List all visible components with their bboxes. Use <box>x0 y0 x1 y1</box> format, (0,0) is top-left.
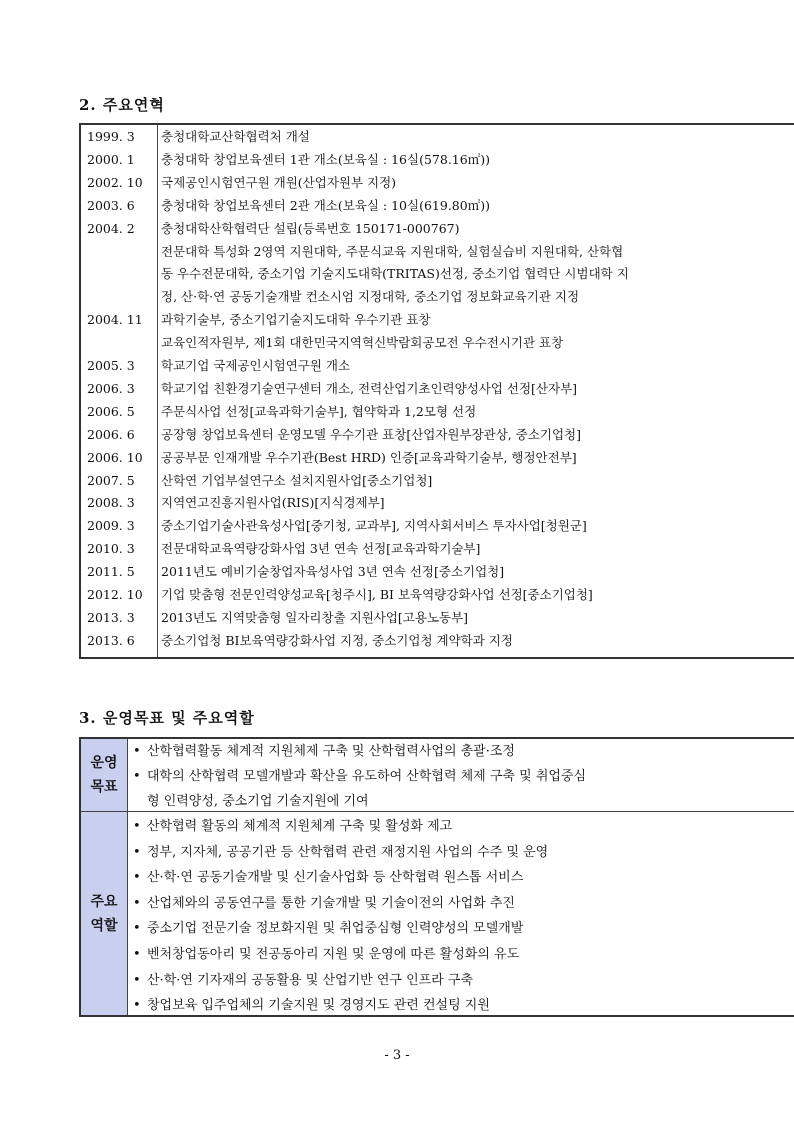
history-date: 2005. 3 <box>87 358 135 373</box>
history-row <box>81 309 794 331</box>
history-row <box>81 561 794 583</box>
goal-item-continuation: 형 인력양성, 중소기업 기술지원에 기여 <box>147 794 369 809</box>
history-row <box>81 470 794 492</box>
history-date: 2006. 6 <box>87 426 135 442</box>
role-item <box>133 865 790 890</box>
page-number: - 3 - <box>384 1048 410 1063</box>
history-row <box>81 401 794 423</box>
history-row <box>81 126 794 148</box>
history-row <box>81 492 794 514</box>
bullet-icon: • <box>133 947 141 962</box>
history-text: 학교기업 친환경기술연구센터 개소, 전력산업기초인력양성사업 선정[산자부] <box>161 380 578 396</box>
history-text: 충청대학교산학협력처 개설 <box>161 129 310 144</box>
bullet-icon: • <box>133 895 141 911</box>
history-text: 정, 산·학·연 공동기술개발 컨소시엄 지정대학, 중소기업 정보화교육기관 지정 <box>161 289 580 305</box>
role-item-text: 창업보육 입주업체의 기술지원 및 경영지도 관련 컨설팅 지원 <box>147 998 490 1014</box>
goal-item <box>133 764 790 789</box>
history-text: 중소기업기술사관육성사업[중기청, 교과부], 지역사회서비스 투자사업[청원군] <box>161 518 587 534</box>
history-text: 충청대학산학협력단 설립(등록번호 150171-000767) <box>161 220 460 236</box>
history-text: 전문대학 특성화 2영역 지원대학, 주문식교육 지원대학, 실험실습비 지원대학, 산학협 <box>161 243 624 259</box>
goal-item-text: 산학협력활동 체계적 지원체제 구축 및 산학협력사업의 총괄·조정 <box>147 744 515 759</box>
history-table <box>79 123 794 659</box>
role-item <box>133 968 790 993</box>
history-date: 2002. 10 <box>87 174 143 190</box>
bullet-icon: • <box>133 819 141 834</box>
history-row <box>81 172 794 194</box>
history-date: 2003. 6 <box>87 197 135 213</box>
goal-label: 운영 목표 <box>90 755 118 795</box>
history-text: 충청대학 창업보육센터 1관 개소(보육실 : 16실(578.16㎡)) <box>161 151 490 167</box>
history-date: 2011. 5 <box>87 564 135 580</box>
history-row <box>81 424 794 446</box>
history-row <box>81 378 794 400</box>
role-item-text: 정부, 지자체, 공공기관 등 산학협력 관련 재정지원 사업의 수주 및 운영 <box>147 844 549 860</box>
roles-table <box>79 737 794 1017</box>
history-row <box>81 286 794 308</box>
history-row <box>81 584 794 606</box>
history-text: 2013년도 지역맞춤형 일자리창출 지원사업[고용노동부] <box>161 609 469 625</box>
bullet-icon: • <box>133 972 141 988</box>
history-text: 과학기술부, 중소기업기술지도대학 우수기관 표창 <box>161 312 431 328</box>
history-row <box>81 607 794 629</box>
role-item-text: 산·학·연 기자재의 공동활용 및 산업기반 연구 인프라 구축 <box>147 972 474 988</box>
role-item <box>133 891 790 916</box>
history-text: 충청대학 창업보육센터 2관 개소(보육실 : 10실(619.80㎡)) <box>161 197 490 213</box>
history-date: 2012. 10 <box>87 587 143 602</box>
role-item-text: 벤처창업동아리 및 전공동아리 지원 및 운영에 따른 활성화의 유도 <box>147 947 520 962</box>
history-text: 2011년도 예비기술창업자육성사업 3년 연속 선정[중소기업청] <box>161 564 505 580</box>
history-row <box>81 447 794 469</box>
history-text: 공장형 창업보육센터 운영모델 우수기관 표창[산업자원부장관상, 중소기업청] <box>161 426 581 442</box>
bullet-icon: • <box>133 998 141 1014</box>
history-date: 2013. 6 <box>87 632 135 648</box>
role-item-text: 산업체와의 공동연구를 통한 기술개발 및 기술이전의 사업화 추진 <box>147 895 515 911</box>
history-date: 2013. 3 <box>87 609 135 625</box>
role-item <box>133 814 790 839</box>
history-row <box>81 149 794 171</box>
history-row <box>81 355 794 377</box>
role-label: 주요 역할 <box>90 893 118 934</box>
role-item <box>133 993 790 1018</box>
history-date: 2006. 3 <box>87 380 135 396</box>
goal-item <box>133 739 790 764</box>
history-date: 2010. 3 <box>87 541 135 557</box>
history-text: 산학연 기업부설연구소 설치지원사업[중소기업청] <box>161 472 433 488</box>
goal-item-text: 대학의 산학협력 모델개발과 확산을 유도하여 산학협력 체제 구축 및 취업중심 <box>147 769 587 784</box>
history-text: 교육인적자원부, 제1회 대한민국지역혁신박람회공모전 우수전시기관 표창 <box>161 335 564 351</box>
history-row <box>81 630 794 652</box>
bullet-icon: • <box>133 744 141 759</box>
history-date: 2004. 11 <box>87 312 143 328</box>
role-item-text: 중소기업 전문기술 정보화지원 및 취업중심형 인력양성의 모델개발 <box>147 921 524 937</box>
history-date: 2000. 1 <box>87 151 135 167</box>
role-item-text: 산학협력 활동의 체계적 지원체계 구축 및 활성화 제고 <box>147 819 453 834</box>
role-item <box>133 916 790 941</box>
history-date: 2006. 5 <box>87 403 135 419</box>
role-item <box>133 840 790 865</box>
bullet-icon: • <box>133 844 141 860</box>
history-date: 1999. 3 <box>87 129 135 144</box>
history-text: 동 우수전문대학, 중소기업 기술지도대학(TRITAS)선정, 중소기업 협력단 시범대학 지 <box>161 266 629 282</box>
bullet-icon: • <box>133 769 141 784</box>
history-row <box>81 241 794 263</box>
history-date: 2008. 3 <box>87 495 135 511</box>
history-text: 국제공인시험연구원 개원(산업자원부 지정) <box>161 174 397 190</box>
history-section-title: 2. 주요연혁 <box>79 96 165 114</box>
history-text: 주문식사업 선정[교육과학기술부], 협약학과 1,2모형 선정 <box>161 403 477 419</box>
history-date: 2004. 2 <box>87 220 135 236</box>
history-row <box>81 195 794 217</box>
bullet-icon: • <box>133 870 141 886</box>
role-label-cell <box>81 812 128 1015</box>
roles-section-title: 3. 운영목표 및 주요역할 <box>79 709 255 727</box>
history-row <box>81 538 794 560</box>
history-row <box>81 515 794 537</box>
role-item <box>133 942 790 967</box>
history-text: 기업 맞춤형 전문인력양성교육[청주시], BI 보육역량강화사업 선정[중소기업청] <box>161 587 593 602</box>
history-text: 중소기업청 BI보육역량강화사업 지정, 중소기업청 계약학과 지정 <box>161 632 513 648</box>
history-text: 학교기업 국제공인시험연구원 개소 <box>161 358 351 373</box>
history-text: 공공부문 인재개발 우수기관(Best HRD) 인증[교육과학기술부, 행정안전부] <box>161 449 577 465</box>
history-date: 2006. 10 <box>87 449 143 465</box>
bullet-icon: • <box>133 921 141 937</box>
history-row <box>81 218 794 240</box>
goal-label-cell <box>81 739 128 811</box>
history-text: 전문대학교육역량강화사업 3년 연속 선정[교육과학기술부] <box>161 541 481 557</box>
history-date: 2007. 5 <box>87 472 135 488</box>
role-item-text: 산·학·연 공동기술개발 및 신기술사업화 등 산학협력 원스톱 서비스 <box>147 870 524 886</box>
history-row <box>81 332 794 354</box>
history-date: 2009. 3 <box>87 518 135 534</box>
history-text: 지역연고진흥지원사업(RIS)[지식경제부] <box>161 495 385 511</box>
history-row <box>81 263 794 285</box>
